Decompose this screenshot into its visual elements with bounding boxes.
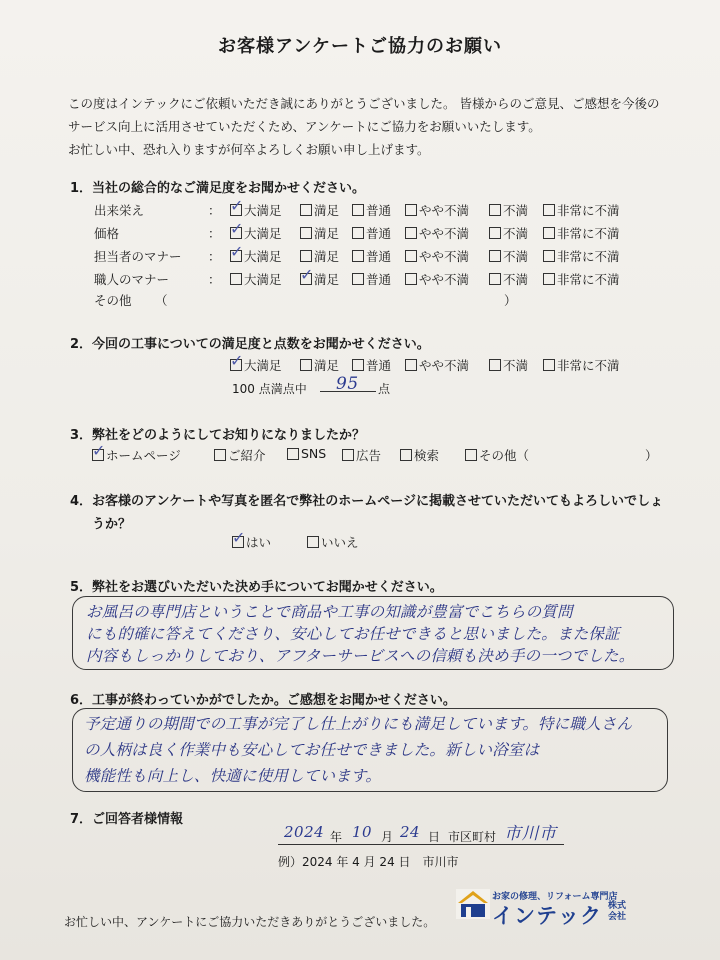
checkbox-icon[interactable] [405,227,417,239]
q7-day[interactable]: 24 [400,823,421,841]
option-label: 不満 [503,249,529,264]
check-mark-icon: ✓ [232,528,246,547]
q2-score-value[interactable]: 95 [336,374,359,394]
checkbox-icon[interactable] [232,528,246,548]
q1-option[interactable] [543,224,620,242]
option-label: その他（ [479,448,530,463]
intro-line-1: この度はインテックにご依頼いただき誠にありがとうございました。 皆様からのご意見、ご感想を今後の [68,96,660,111]
checkbox-icon[interactable] [543,204,555,216]
q3-option[interactable] [465,446,529,464]
q5-heading: 5．弊社をお選びいただいた決め手についてお聞かせください。 [70,580,443,595]
q3-option[interactable] [400,446,439,464]
option-label: ご紹介 [228,448,266,463]
intro-line-2: サービス向上に活用させていただくため、アンケートにご協力をお願いいたします。 [68,119,541,134]
checkbox-icon[interactable] [300,227,312,239]
q1-option[interactable] [543,247,620,265]
q6-answer-line-1: 予定通りの期間での工事が完了し仕上がりにも満足しています。特に職人さん [84,715,633,733]
check-mark-icon: ✓ [92,441,106,460]
checkbox-icon[interactable] [287,448,299,460]
q3-option[interactable] [342,446,381,464]
option-label: 普通 [366,203,392,218]
checkbox-icon[interactable] [230,273,242,285]
checkbox-icon[interactable] [465,449,477,461]
q7-month-unit: 月 [381,830,394,844]
check-mark-icon: ✓ [230,196,244,215]
q6-answer-line-2: の人柄は良く作業中も安心してお任せできました。新しい浴室は [84,741,540,759]
option-label: いいえ [321,535,359,550]
q2-heading: 2．今回の工事についての満足度と点数をお聞かせください。 [70,337,430,352]
option-label: 不満 [503,272,529,287]
q1-row-colon: ： [208,203,221,218]
option-label: 普通 [366,226,392,241]
option-label: やや不満 [419,272,470,287]
q1-option[interactable] [352,270,391,288]
q3-option[interactable] [92,441,181,464]
checkbox-icon[interactable] [300,250,312,262]
checkbox-icon[interactable] [352,359,364,371]
q2-option[interactable] [543,356,620,374]
option-label: 非常に不満 [557,249,620,264]
q1-option[interactable] [300,247,339,265]
q1-option[interactable] [405,201,469,219]
checkbox-icon[interactable] [489,250,501,262]
option-label: ホームページ [106,448,181,463]
q1-option[interactable] [405,270,469,288]
checkbox-icon[interactable] [307,536,319,548]
q3-option[interactable] [287,446,326,461]
option-label: 満足 [314,226,340,241]
q5-answer-line-3: 内容もしっかりしており、アフターサービスへの信頼も決め手の一つでした。 [86,647,635,665]
option-label: 満足 [314,249,340,264]
q1-option[interactable] [300,201,339,219]
q1-option[interactable] [405,224,469,242]
q3-option[interactable] [214,446,266,464]
option-label: 大満足 [244,226,282,241]
q2-option[interactable] [489,356,528,374]
checkbox-icon[interactable] [405,204,417,216]
option-label: やや不満 [419,249,470,264]
option-label: 満足 [314,203,340,218]
checkbox-icon[interactable] [230,351,244,371]
option-label: 普通 [366,249,392,264]
survey-title: お客様アンケートご協力のお願い [218,36,502,57]
option-label: 非常に不満 [557,226,620,241]
q1-option[interactable] [352,224,391,242]
checkbox-icon[interactable] [489,359,501,371]
checkbox-icon[interactable] [300,265,314,285]
q1-other-close: ） [504,293,517,308]
checkbox-icon[interactable] [352,273,364,285]
checkbox-icon[interactable] [543,250,555,262]
option-label: 非常に不満 [557,358,620,373]
q2-option[interactable] [405,356,469,374]
q1-option[interactable] [352,247,391,265]
checkbox-icon[interactable] [543,273,555,285]
checkbox-icon[interactable] [300,359,312,371]
q1-option[interactable] [230,219,282,242]
checkbox-icon[interactable] [352,250,364,262]
q1-other-label: その他 [94,293,132,308]
checkbox-icon[interactable] [489,273,501,285]
q1-row-label: 出来栄え [94,203,145,218]
q1-option[interactable] [489,224,528,242]
q3-other-close: ） [645,448,658,463]
footer-suffix-bottom: 会社 [608,912,627,922]
q7-example: 例）2024 年 4 月 24 日 市川市 [278,855,459,869]
option-label: 満足 [314,272,340,287]
q1-option[interactable] [352,201,391,219]
q1-row-colon: ： [208,249,221,264]
option-label: 非常に不満 [557,272,620,287]
check-mark-icon: ✓ [230,351,244,370]
checkbox-icon[interactable] [352,204,364,216]
option-label: 広告 [356,448,382,463]
checkbox-icon[interactable] [230,242,244,262]
q7-heading: 7．ご回答者様情報 [70,812,184,827]
q1-option[interactable] [489,201,528,219]
q2-option[interactable] [352,356,391,374]
q1-option[interactable] [230,196,282,219]
q2-option[interactable] [300,356,339,374]
q7-month[interactable]: 10 [352,823,373,841]
footer-suffix-top: 株式 [608,901,627,911]
option-label: はい [246,535,272,550]
footer-tagline: お家の修理、リフォーム専門店 [492,892,618,902]
option-label: 大満足 [244,203,282,218]
option-label: 満足 [314,358,340,373]
option-label: 非常に不満 [557,203,620,218]
checkbox-icon[interactable] [300,204,312,216]
checkbox-icon[interactable] [230,219,244,239]
q1-option[interactable] [543,270,620,288]
q2-option[interactable] [230,351,282,374]
q1-heading: 1．当社の総合的なご満足度をお聞かせください。 [70,181,366,196]
checkbox-icon[interactable] [230,196,244,216]
checkbox-icon[interactable] [405,359,417,371]
q1-option[interactable] [300,265,340,288]
q7-city-label: 市区町村 [448,830,497,844]
q5-answer-line-1: お風呂の専門店ということで商品や工事の知識が豊富でこちらの質問 [86,603,573,621]
option-label: やや不満 [419,203,470,218]
checkbox-icon[interactable] [405,250,417,262]
footer-thanks: お忙しい中、アンケートにご協力いただきありがとうございました。 [64,915,436,929]
intec-logo-icon [456,889,490,919]
q1-option[interactable] [543,201,620,219]
q7-year-unit: 年 [330,830,343,844]
q1-row-colon: ： [208,226,221,241]
q1-other-open: （ [155,293,168,308]
footer-company: インテック [492,904,602,928]
checkbox-icon[interactable] [92,441,106,461]
q1-option[interactable] [230,270,282,288]
q1-row-colon: ： [208,272,221,287]
checkbox-icon[interactable] [405,273,417,285]
option-label: やや不満 [419,226,470,241]
checkbox-icon[interactable] [543,359,555,371]
q1-option[interactable] [489,270,528,288]
q2-score-suffix: 点 [378,382,391,396]
check-mark-icon: ✓ [230,242,244,261]
checkbox-icon[interactable] [352,227,364,239]
q4-option[interactable] [232,528,272,551]
footer-company-suffix [608,901,626,923]
option-label: 大満足 [244,358,282,373]
q1-option[interactable] [405,247,469,265]
q1-option[interactable] [230,242,282,265]
q4-heading-line-1: 4．お客様のアンケートや写真を匿名で弊社のホームページに掲載させていただいてもよろしいでしょ [70,494,664,509]
checkbox-icon[interactable] [214,449,226,461]
option-label: 大満足 [244,249,282,264]
q1-row-label: 職人のマナー [94,272,170,287]
q6-heading: 6．工事が終わっていかがでしたか。ご感想をお聞かせください。 [70,693,456,708]
q4-option[interactable] [307,533,359,551]
checkbox-icon[interactable] [342,449,354,461]
q1-option[interactable] [489,247,528,265]
q2-score-underline [320,391,376,392]
q6-answer-line-3: 機能性も向上し、快適に使用しています。 [84,767,382,785]
q3-heading: 3．弊社をどのようにしてお知りになりましたか？ [70,428,366,443]
option-label: 普通 [366,272,392,287]
option-label: 大満足 [244,272,282,287]
option-label: 不満 [503,226,529,241]
q7-year[interactable]: 2024 [284,823,325,841]
option-label: 検索 [414,448,440,463]
option-label: 不満 [503,203,529,218]
q7-answer-underline [278,844,564,845]
intro-line-3: お忙しい中、恐れ入りますが何卒よろしくお願い申し上げます。 [68,142,430,157]
check-mark-icon: ✓ [230,219,244,238]
q1-row-label: 担当者のマナー [94,249,182,264]
q1-row-label: 価格 [94,226,120,241]
checkbox-icon[interactable] [543,227,555,239]
q5-answer-line-2: にも的確に答えてくださり、安心してお任せできると思いました。また保証 [86,625,620,643]
option-label: 普通 [366,358,392,373]
option-label: 不満 [503,358,529,373]
checkbox-icon[interactable] [400,449,412,461]
option-label: SNS [301,446,327,461]
q7-city[interactable]: 市川市 [504,824,557,844]
check-mark-icon: ✓ [300,265,314,284]
q4-heading-line-2: うか？ [92,517,132,532]
checkbox-icon[interactable] [489,227,501,239]
checkbox-icon[interactable] [489,204,501,216]
q1-option[interactable] [300,224,339,242]
q2-score-prefix: 100 点満点中 [232,382,307,396]
q7-day-unit: 日 [428,830,441,844]
option-label: やや不満 [419,358,470,373]
